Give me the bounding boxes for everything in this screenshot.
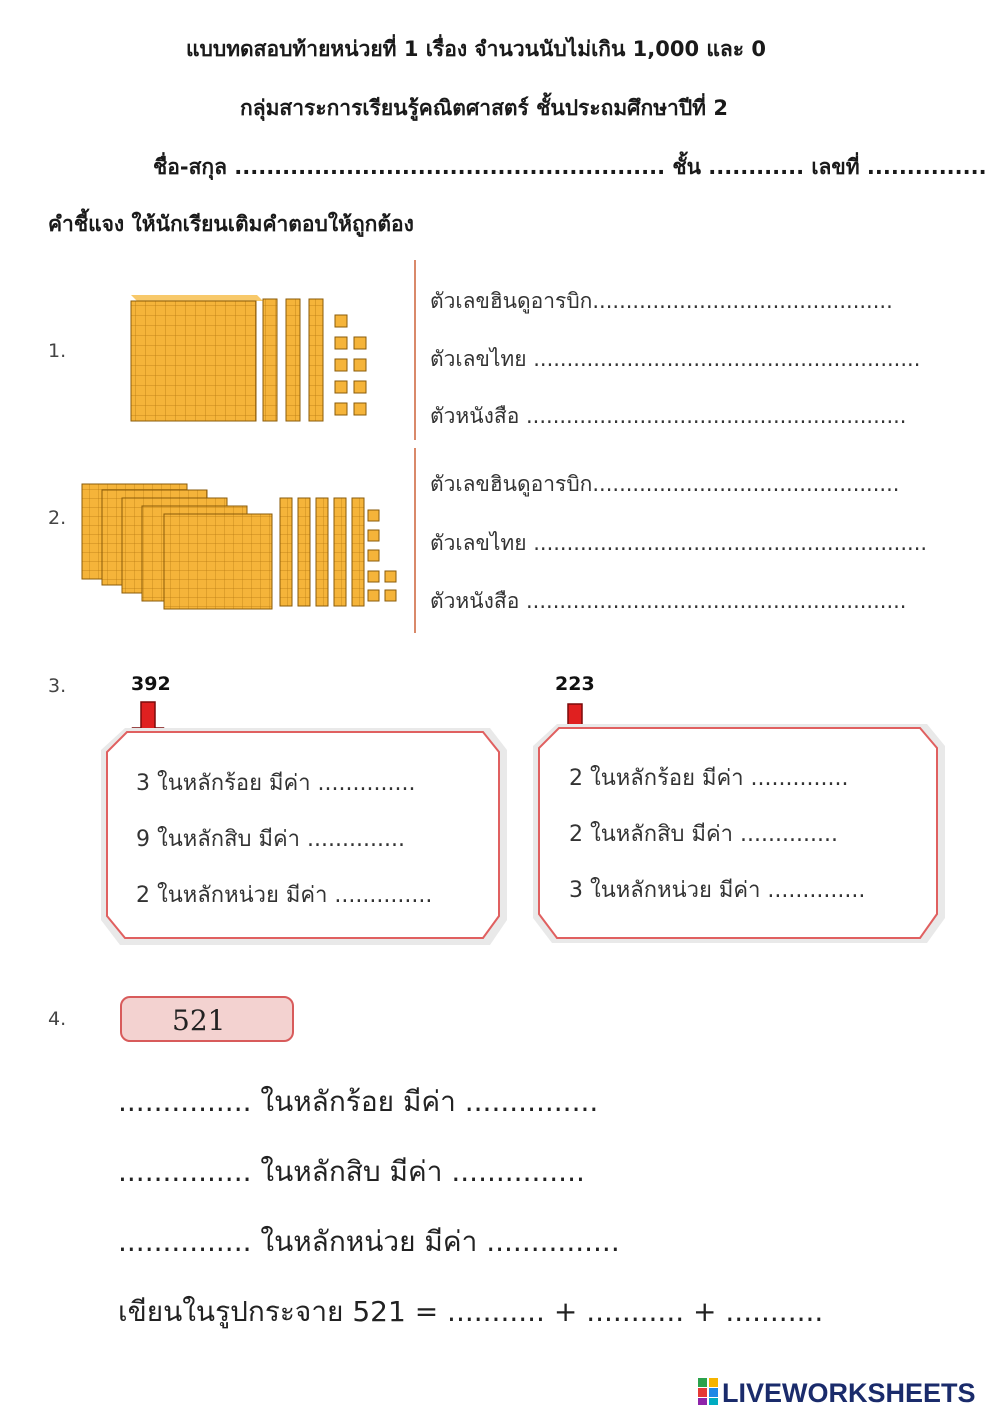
unit-cubes	[368, 510, 396, 601]
q1-thai-numeral-line[interactable]: ตัวเลขไทย ..........................................................	[430, 347, 921, 371]
q3-right-row-units[interactable]: 3 ในหลักหน่วย มีค่า ..............	[569, 878, 866, 903]
q1-base-ten-blocks	[125, 295, 385, 425]
q1-hindu-arabic-line[interactable]: ตัวเลขฮินดูอารบิก.............................................	[430, 289, 893, 313]
ten-rods	[263, 299, 323, 421]
q1-divider	[414, 260, 416, 440]
q4-number-value: 521	[172, 1004, 226, 1037]
q4-expanded-form[interactable]: เขียนในรูปกระจาย 521 = ........... + ........... + ...........	[118, 1295, 824, 1328]
q4-row-hundreds[interactable]: ............... ในหลักร้อย มีค่า ...............	[118, 1085, 599, 1118]
question-2-number: 2.	[48, 507, 67, 529]
q3-left-number-tag: 392	[131, 673, 171, 695]
question-3-number: 3.	[48, 675, 67, 697]
name-line: ชื่อ-สกุล ...................................................... ชั้น ............ เลขที่ ...............	[153, 155, 987, 179]
liveworksheets-logo-icon	[698, 1378, 720, 1406]
q2-words-line[interactable]: ตัวหนังสือ .........................................................	[430, 589, 907, 613]
unit-cubes	[335, 315, 366, 415]
question-4-number: 4.	[48, 1008, 67, 1030]
instructions: คำชี้แจง ให้นักเรียนเติมคำตอบให้ถูกต้อง	[48, 212, 414, 236]
hundred-flats	[82, 484, 272, 609]
liveworksheets-brand[interactable]: LIVEWORKSHEETS	[722, 1378, 976, 1408]
hundred-flat	[131, 295, 263, 421]
q3-left-row-tens[interactable]: 9 ในหลักสิบ มีค่า ..............	[136, 827, 405, 852]
q3-right-row-tens[interactable]: 2 ในหลักสิบ มีค่า ..............	[569, 822, 838, 847]
q3-right-row-hundreds[interactable]: 2 ในหลักร้อย มีค่า ..............	[569, 766, 849, 791]
ten-rods	[280, 498, 364, 606]
q2-divider	[414, 448, 416, 633]
q2-thai-numeral-line[interactable]: ตัวเลขไทย ...........................................................	[430, 531, 928, 555]
q4-row-units[interactable]: ............... ในหลักหน่วย มีค่า ...............	[118, 1225, 620, 1258]
worksheet-subtitle: กลุ่มสาระการเรียนรู้คณิตศาสตร์ ชั้นประถมศึกษาปีที่ 2	[240, 96, 728, 120]
q3-left-row-units[interactable]: 2 ในหลักหน่วย มีค่า ..............	[136, 883, 433, 908]
q2-base-ten-blocks	[80, 480, 405, 610]
worksheet-title: แบบทดสอบท้ายหน่วยที่ 1 เรื่อง จำนวนนับไม่เกิน 1,000 และ 0	[186, 37, 766, 61]
q4-number-badge	[120, 996, 294, 1042]
q1-words-line[interactable]: ตัวหนังสือ .........................................................	[430, 404, 907, 428]
q3-right-number-tag: 223	[555, 673, 595, 695]
q3-left-row-hundreds[interactable]: 3 ในหลักร้อย มีค่า ..............	[136, 771, 416, 796]
question-1-number: 1.	[48, 340, 67, 362]
q4-row-tens[interactable]: ............... ในหลักสิบ มีค่า ...............	[118, 1155, 585, 1188]
q2-hindu-arabic-line[interactable]: ตัวเลขฮินดูอารบิก..............................................	[430, 472, 900, 496]
